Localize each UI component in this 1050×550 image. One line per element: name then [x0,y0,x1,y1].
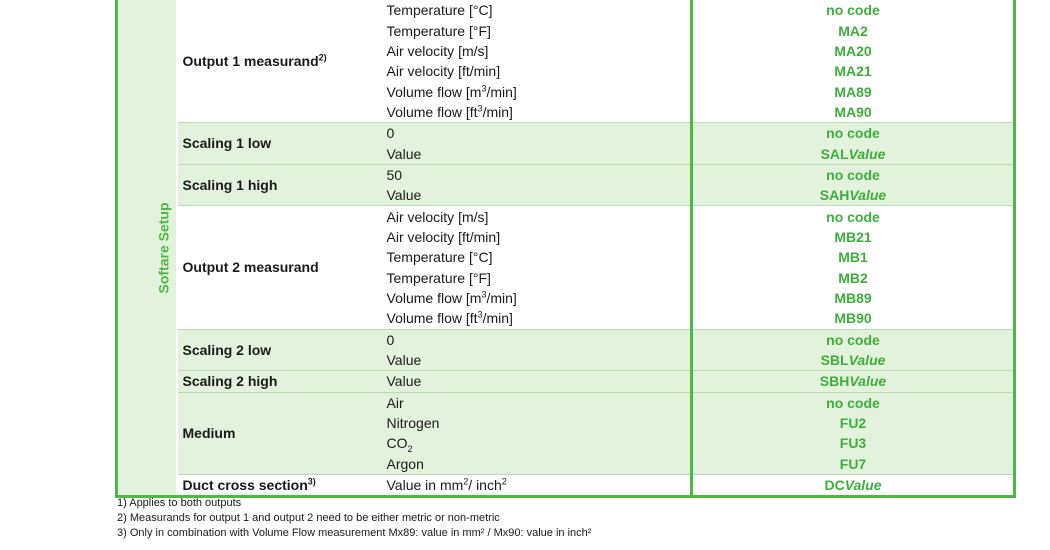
order-code-cell [692,143,1015,164]
option-text: Volume flow [m [386,83,482,100]
option-cell [382,371,692,392]
table-row [117,164,1015,185]
order-code: SAH [819,187,850,204]
parameter-label: Scaling 1 high [182,177,278,194]
order-code: MA90 [834,103,872,120]
order-code-value: Value [848,145,886,162]
order-code-cell [692,164,1015,185]
option-text: Air velocity [m/s] [386,208,489,225]
order-code: no code [826,331,880,348]
parameter-name [177,206,382,329]
order-code-cell [692,81,1015,101]
option-text: Air [386,394,404,411]
order-code-value: Value [849,373,887,390]
option-text: Air velocity [ft/min] [386,228,501,245]
option-cell [382,329,692,350]
option-cell [382,0,692,20]
table-row [117,206,1015,227]
order-code: MB21 [834,228,872,245]
option-cell [382,247,692,267]
option-text: 0 [386,125,395,142]
table-row [117,371,1015,392]
parameter-label: Scaling 2 high [182,373,278,390]
order-code: MB89 [834,289,872,306]
option-subscript: 2 [407,444,413,454]
parameter-name [177,329,382,371]
option-superscript: 3 [477,103,483,114]
option-text: Air velocity [ft/min] [386,63,501,80]
option-text: Volume flow [m [386,289,482,306]
option-cell [382,474,692,496]
parameter-label: Scaling 1 low [182,135,272,152]
order-code: MA2 [838,22,868,39]
option-text: Argon [386,455,424,472]
option-text: 50 [386,166,403,183]
option-superscript: 3 [481,289,487,300]
order-code-cell [692,350,1015,371]
order-code-cell [692,474,1015,496]
option-text: Temperature [°C] [386,2,493,19]
table-row [117,0,1015,20]
parameter-name [177,123,382,165]
order-code-cell [692,329,1015,350]
ordering-code-table [115,0,1013,492]
option-superscript: 3 [481,82,487,93]
option-text-tail: /min] [486,289,517,306]
order-code: MB2 [838,269,868,286]
order-code: MB1 [838,249,868,266]
order-code: FU2 [839,415,867,432]
option-cell [382,81,692,101]
parameter-name [177,392,382,474]
option-text: Volume flow [ft [386,103,478,120]
order-code-cell [692,20,1015,40]
option-cell [382,164,692,185]
option-text: Value [386,352,422,369]
footnote-3: 3) Only in combination with Volume Flow measurement Mx89: value in mm² / Mx90: value in inch² [117,527,592,539]
option-cell [382,41,692,61]
option-text: Volume flow [ft [386,310,478,327]
parameter-label: Duct cross section [182,477,308,494]
table-row [117,392,1015,413]
order-code-cell [692,267,1015,287]
option-text: Nitrogen [386,415,440,432]
order-code-cell [692,371,1015,392]
option-text-tail: /min] [486,83,517,100]
order-code: SBL [820,352,849,369]
order-code-value: Value [848,352,886,369]
order-code: SBH [819,373,850,390]
order-code-cell [692,206,1015,227]
footnote-2: 2) Measurands for output 1 and output 2 need to be either metric or non-metric [117,512,500,524]
table-body [117,0,1015,497]
section-label: Softare Setup [155,202,172,294]
parameter-name [177,0,382,123]
parameter-label: Output 1 measurand [182,53,319,70]
table-row [117,329,1015,350]
option-text: Value [386,187,422,204]
option-text: Air velocity [m/s] [386,42,489,59]
parameter-name [177,371,382,392]
option-cell [382,350,692,371]
option-text-tail: / inch [468,477,502,494]
order-code: MB90 [834,310,872,327]
order-code-value: Value [849,187,887,204]
option-text: Value in mm [386,477,464,494]
option-text: CO [386,435,408,452]
footnotes [117,496,591,541]
order-code: MA89 [834,83,872,100]
order-code-cell [692,413,1015,433]
order-code-cell [692,308,1015,329]
option-cell [382,413,692,433]
option-cell [382,143,692,164]
option-cell [382,267,692,287]
option-superscript: 3 [477,309,483,320]
order-code: MA21 [834,63,872,80]
order-code-cell [692,123,1015,144]
parameter-name [177,474,382,496]
option-text: 0 [386,331,395,348]
option-cell [382,123,692,144]
option-text: Temperature [°F] [386,22,491,39]
parameter-label: Scaling 2 low [182,341,272,358]
option-cell [382,227,692,247]
order-code: no code [826,125,880,142]
order-code-cell [692,0,1015,20]
order-code-cell [692,288,1015,308]
option-text: Value [386,373,422,390]
order-code-cell [692,185,1015,206]
parameter-label: Output 2 measurand [182,259,319,276]
option-cell [382,433,692,453]
order-code: no code [826,208,880,225]
option-cell [382,454,692,475]
order-code-cell [692,392,1015,413]
option-cell [382,185,692,206]
order-code-cell [692,41,1015,61]
footnote-ref: 3) [307,476,316,487]
option-cell [382,20,692,40]
order-code-cell [692,454,1015,475]
order-code-value: Value [844,477,882,494]
option-text: Temperature [°F] [386,269,491,286]
table-row [117,474,1015,496]
option-cell [382,102,692,123]
option-cell [382,308,692,329]
option-superscript: 2 [501,476,507,487]
order-code: FU7 [839,455,867,472]
table-row [117,123,1015,144]
order-code-cell [692,247,1015,267]
parameter-label: Medium [182,425,236,442]
footnote-ref: 2) [318,52,327,63]
option-text: Value [386,145,422,162]
option-text: Temperature [°C] [386,249,493,266]
order-code-cell [692,102,1015,123]
order-code: DC [824,477,845,494]
order-code: SAL [820,145,849,162]
order-code-cell [692,61,1015,81]
option-text-tail: /min] [482,103,513,120]
parameter-name [177,164,382,206]
order-code-cell [692,227,1015,247]
option-superscript: 2 [463,476,469,487]
option-cell [382,206,692,227]
order-code-cell [692,433,1015,453]
order-code: no code [826,166,880,183]
option-cell [382,392,692,413]
order-code: FU3 [839,435,867,452]
order-code: MA20 [834,42,872,59]
order-code: no code [826,2,880,19]
option-text-tail: /min] [482,310,513,327]
option-cell [382,288,692,308]
order-code: no code [826,394,880,411]
footnote-1: 1) Applies to both outputs [117,497,242,509]
section-label-cell [117,0,177,497]
option-cell [382,61,692,81]
